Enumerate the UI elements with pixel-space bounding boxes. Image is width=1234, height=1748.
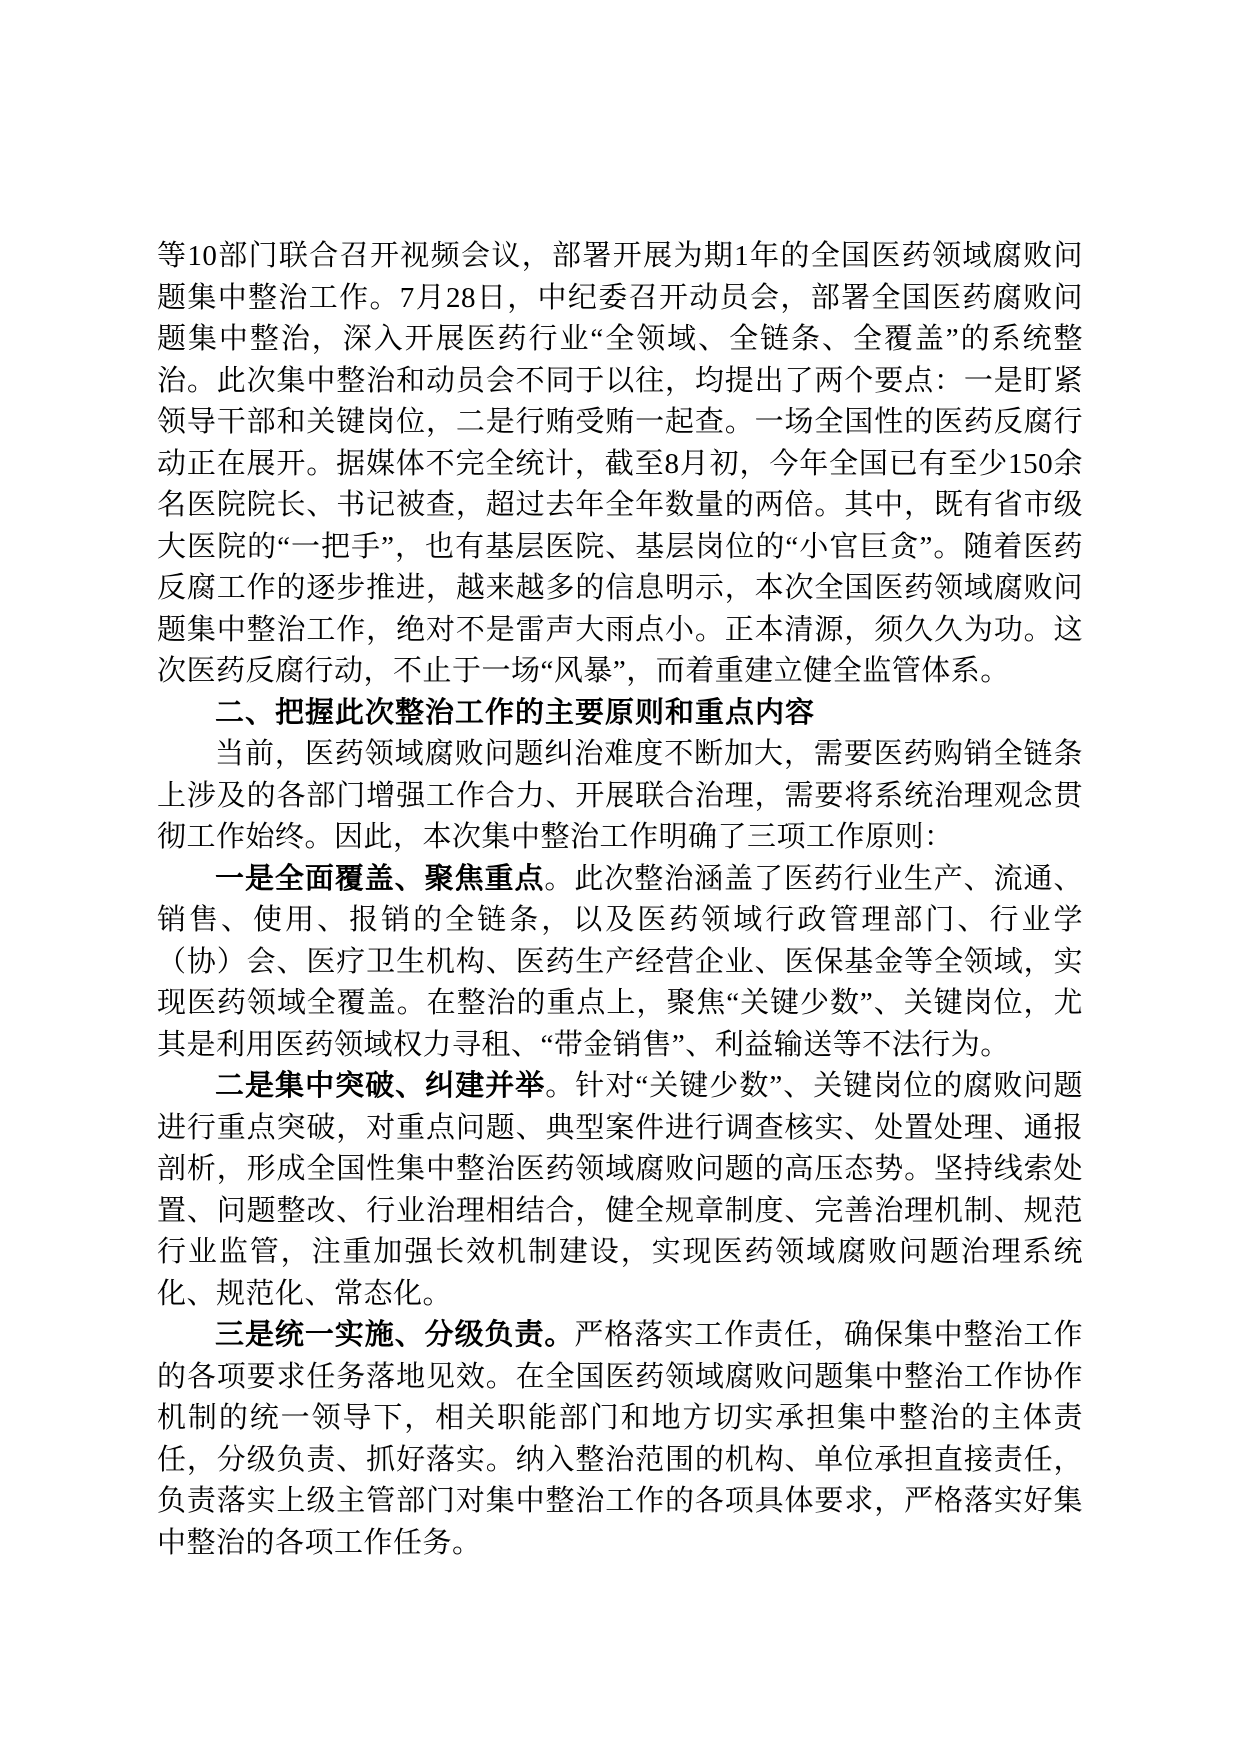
bold-text-run: 二是集中突破、纠建并举	[215, 1070, 546, 1102]
paragraph	[157, 1315, 1083, 1564]
document-body	[157, 236, 1083, 1564]
text-run: 等10部门联合召开视频会议，部署开展为期1年的全国医药领域腐败问题集中整治工作。7月28日，中纪委召开动员会，部署全国医药腐败问题集中整治，深入开展医药行业“全领域、全链条、全覆盖”的系统整治。此次集中整治和动员会不同于以往，均提出了两个要点：一是盯紧领导干部和关键岗位，二是行贿受贿一起查。一场全国性的医药反腐行动正在展开。据媒体不完全统计，截至8月初，今年全国已有至少150余名医院院长、书记被查，超过去年全年数量的两倍。其中，既有省市级大医院的“一把手”，也有基层医院、基层岗位的“小官巨贪”。随着医药反腐工作的逐步推进，越来越多的信息明示，本次全国医药领域腐败问题集中整治工作，绝对不是雷声大雨点小。正本清源，须久久为功。这次医药反腐行动，不止于一场“风暴”，而着重建立健全监管体系。	[157, 240, 1083, 687]
paragraph	[157, 734, 1083, 859]
text-run: 严格落实工作责任，确保集中整治工作的各项要求任务落地见效。在全国医药领域腐败问题集中整治工作协作机制的统一领导下，相关职能部门和地方切实承担集中整治的主体责任，分级负责、抓好落实。纳入整治范围的机构、单位承担直接责任，负责落实上级主管部门对集中整治工作的各项具体要求，严格落实好集中整治的各项工作任务。	[157, 1319, 1083, 1559]
paragraph	[157, 1066, 1083, 1315]
bold-text-run: 一是全面覆盖、聚焦重点	[215, 862, 545, 895]
bold-text-run: 二、把握此次整治工作的主要原则和重点内容	[215, 696, 816, 729]
paragraph	[157, 859, 1083, 1067]
bold-text-run: 三是统一实施、分级负责。	[215, 1319, 575, 1351]
text-run: 。此次整治涵盖了医药行业生产、流通、销售、使用、报销的全链条，以及医药领域行政管理部门、行业学（协）会、医疗卫生机构、医药生产经营企业、医保基金等全领域，实现医药领域全覆盖。在整治的重点上，聚焦“关键少数”、关键岗位，尤其是利用医药领域权力寻租、“带金销售”、利益输送等不法行为。	[157, 862, 1083, 1061]
paragraph	[157, 236, 1083, 693]
text-run: 当前，医药领域腐败问题纠治难度不断加大，需要医药购销全链条上涉及的各部门增强工作合力、开展联合治理，需要将系统治理观念贯彻工作始终。因此，本次集中整治工作明确了三项工作原则：	[157, 738, 1083, 853]
text-run: 。针对“关键少数”、关键岗位的腐败问题进行重点突破，对重点问题、典型案件进行调查核实、处置处理、通报剖析，形成全国性集中整治医药领域腐败问题的高压态势。坚持线索处置、问题整改、行业治理相结合，健全规章制度、完善治理机制、规范行业监管，注重加强长效机制建设，实现医药领域腐败问题治理系统化、规范化、常态化。	[157, 1070, 1083, 1310]
section-heading	[157, 693, 1083, 735]
